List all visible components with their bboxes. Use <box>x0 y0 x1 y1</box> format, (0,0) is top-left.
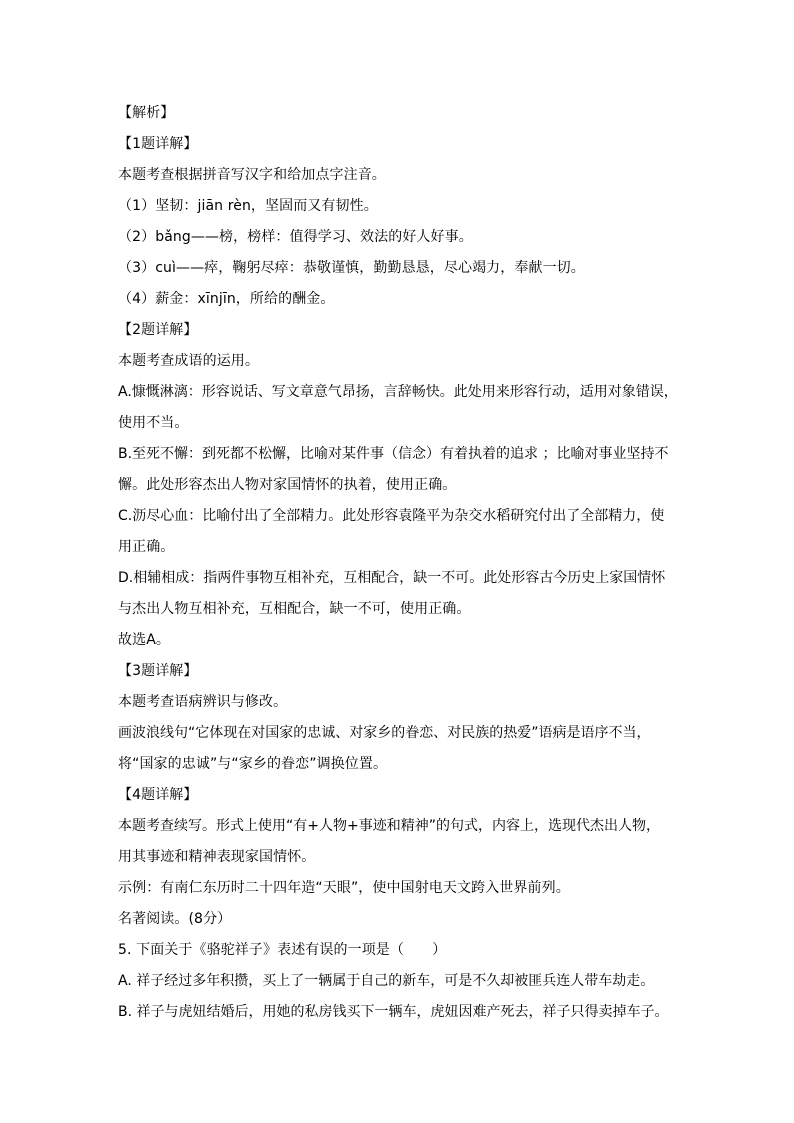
paragraph-line: 将“国家的忠诚”与“家乡的眷恋”调换位置。 <box>118 756 388 772</box>
paragraph-line: 本题考查成语的运用。 <box>118 353 259 369</box>
paragraph-line: 用其事迹和精神表现家国情怀。 <box>118 849 316 865</box>
paragraph-line: （2）bǎng——榜，榜样：值得学习、效法的好人好事。 <box>118 229 473 245</box>
subheading-q4-detail: 【4题详解】 <box>118 787 198 803</box>
paragraph-line: 用正确。 <box>118 539 175 555</box>
question-5-option-a: A. 祥子经过多年积攒，买上了一辆属于自己的新车，可是不久却被匪兵连人带车劫走。 <box>118 973 655 989</box>
answer-line: 故选A。 <box>118 632 170 648</box>
subheading-q1-detail: 【1题详解】 <box>118 136 198 152</box>
option-d-analysis: D.相辅相成：指两件事物互相补充，互相配合，缺一不可。此处形容古今历史上家国情怀 <box>118 570 666 586</box>
paragraph-line: 本题考查续写。形式上使用“有+人物+事迹和精神”的句式，内容上，选现代杰出人物， <box>118 818 660 834</box>
option-a-analysis: A.慷慨淋漓：形容说话、写文章意气昂扬，言辞畅快。此处用来形容行动，适用对象错误， <box>118 384 678 400</box>
section-heading-analysis: 【解析】 <box>118 105 175 121</box>
paragraph-line: （3）cuì——瘁，鞠躬尽瘁：恭敬谨慎，勤勤恳恳，尽心竭力，奉献一切。 <box>118 260 585 276</box>
subheading-q2-detail: 【2题详解】 <box>118 322 198 338</box>
paragraph-line: 使用不当。 <box>118 415 189 431</box>
question-5-stem: 5. 下面关于《骆驼祥子》表述有误的一项是（ ） <box>118 942 447 958</box>
paragraph-line: 画波浪线句“它体现在对国家的忠诚、对家乡的眷恋、对民族的热爱”语病是语序不当， <box>118 725 651 741</box>
section-heading-classics: 名著阅读。(8分） <box>118 911 232 927</box>
paragraph-line: （1）坚韧：jiān rèn，坚固而又有韧性。 <box>118 198 378 214</box>
paragraph-line: 本题考查根据拼音写汉字和给加点字注音。 <box>118 167 386 183</box>
question-5-option-b: B. 祥子与虎妞结婚后，用她的私房钱买下一辆车，虎妞因难产死去，祥子只得卖掉车子。 <box>118 1004 669 1020</box>
paragraph-line: 本题考查语病辨识与修改。 <box>118 694 288 710</box>
option-c-analysis: C.沥尽心血：比喻付出了全部精力。此处形容袁隆平为杂交水稻研究付出了全部精力，使 <box>118 508 665 524</box>
paragraph-line: （4）薪金：xīnjīn，所给的酬金。 <box>118 291 335 307</box>
subheading-q3-detail: 【3题详解】 <box>118 663 198 679</box>
paragraph-line: 懈。此处形容杰出人物对家国情怀的执着，使用正确。 <box>118 477 457 493</box>
option-b-analysis: B.至死不懈：到死都不松懈，比喻对某件事（信念）有着执着的追求 ；比喻对事业坚持不 <box>118 446 669 462</box>
paragraph-line: 与杰出人物互相补充，互相配合，缺一不可，使用正确。 <box>118 601 471 617</box>
example-line: 示例：有南仁东历时二十四年造“天眼”，使中国射电天文跨入世界前列。 <box>118 880 570 896</box>
